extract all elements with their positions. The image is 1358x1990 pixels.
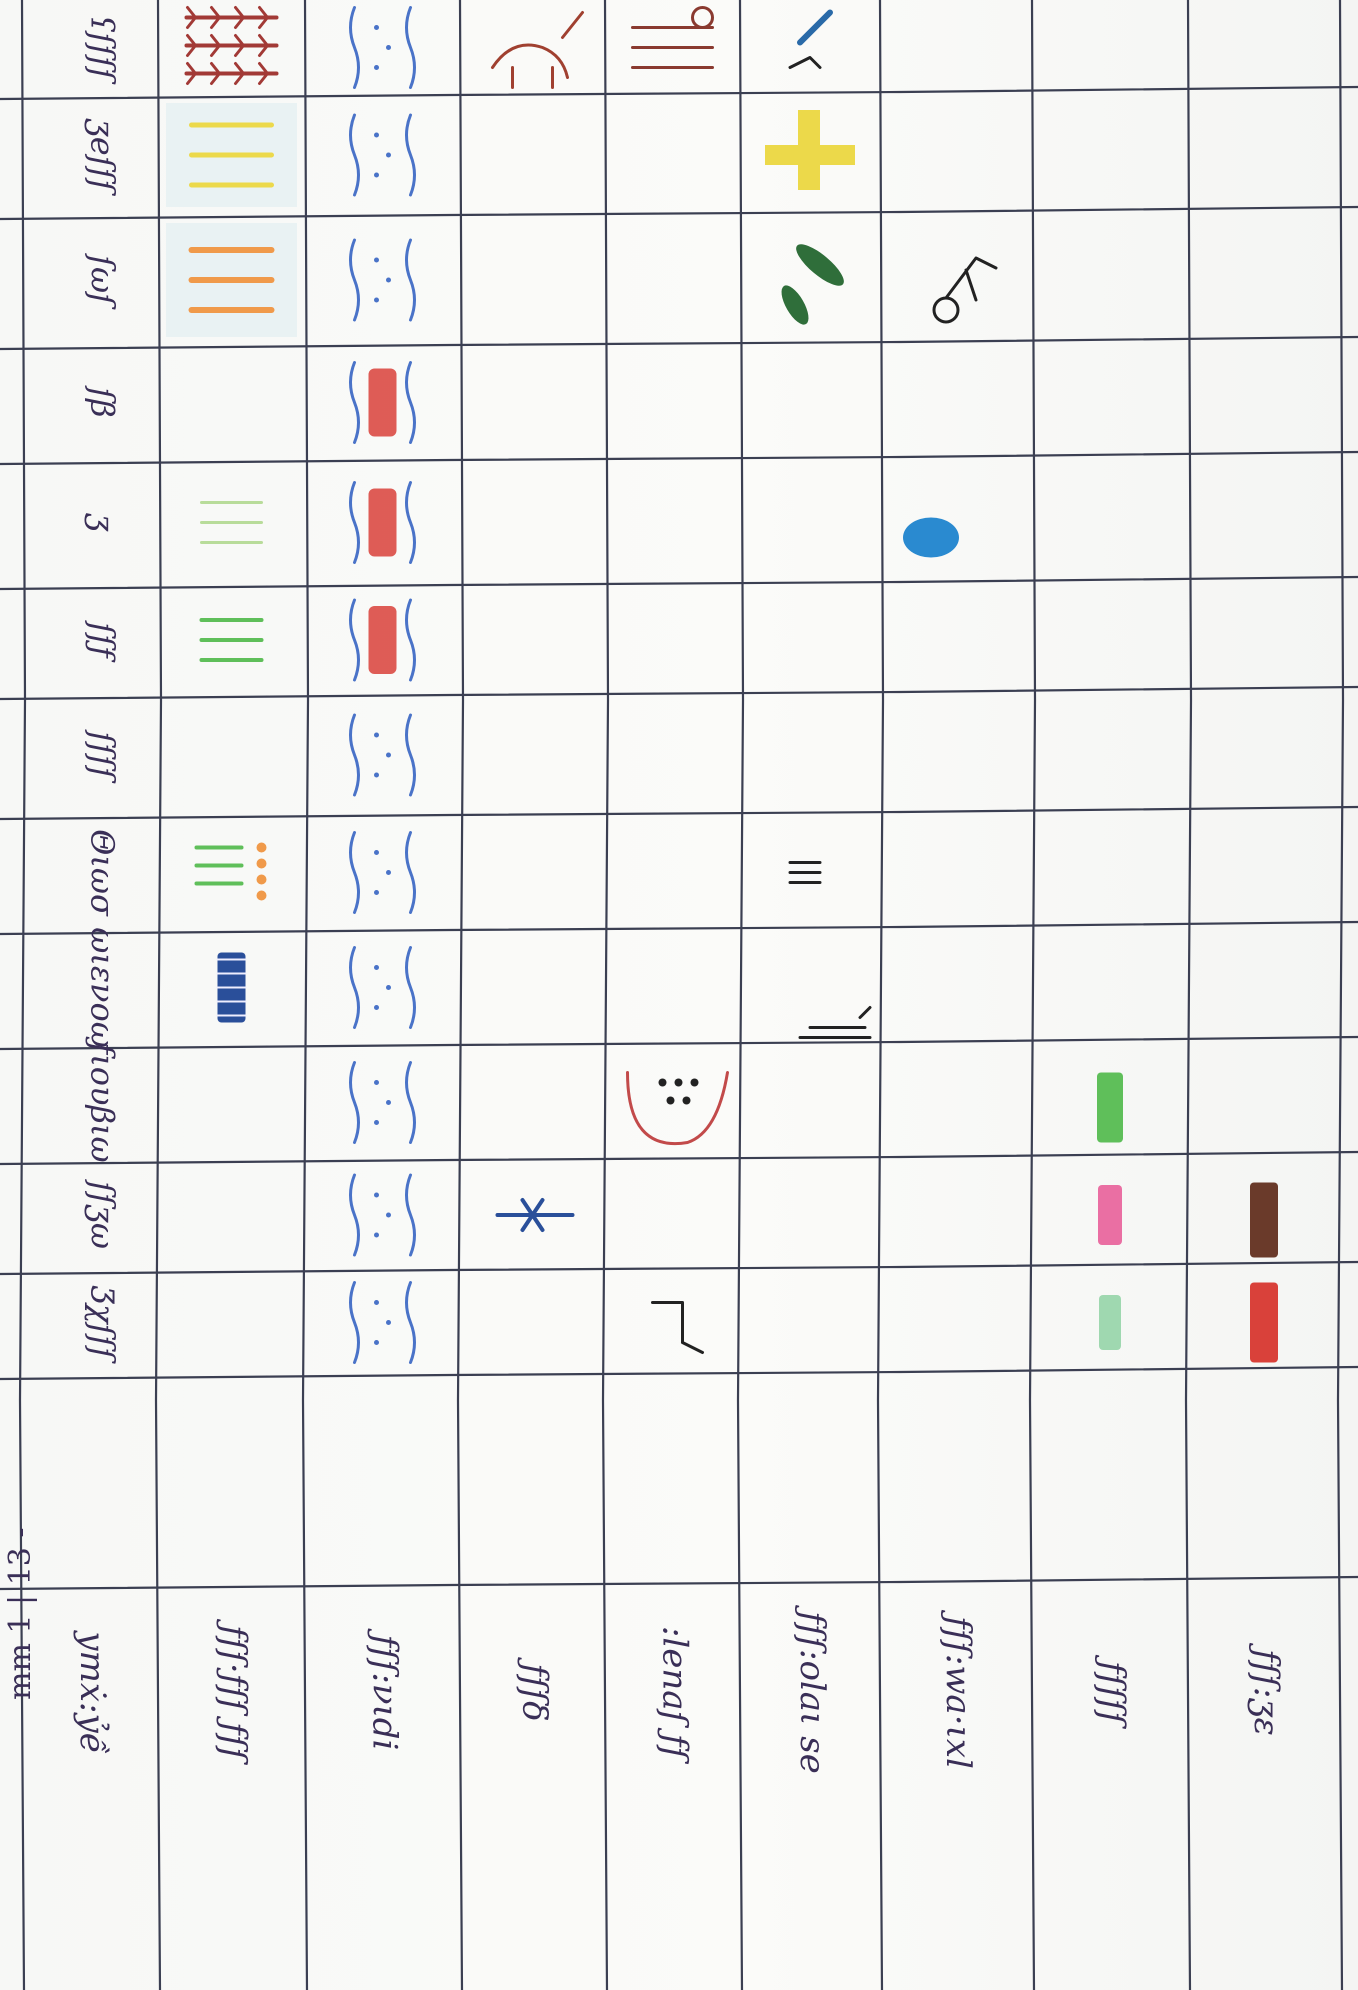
fish-icon bbox=[166, 223, 297, 337]
mint-bar-icon bbox=[1099, 1295, 1121, 1350]
column-header-5: ʒ bbox=[83, 513, 122, 532]
row-label-2: ƒſſ·ƒſſ ƒſſ bbox=[213, 1625, 254, 1760]
animal-icon bbox=[493, 13, 583, 88]
grid-vertical-line bbox=[738, 0, 743, 1990]
reed-icon bbox=[166, 103, 297, 207]
margin-note: mm 1 | 13 - bbox=[3, 1527, 38, 1700]
column-header-2: ʒeſſſ bbox=[83, 118, 122, 192]
green-bar-icon bbox=[1097, 1073, 1123, 1143]
water-wave-icon bbox=[351, 948, 415, 1028]
grid-vertical-line bbox=[603, 0, 608, 1990]
grid-vertical-line bbox=[458, 0, 463, 1990]
water-wave-icon bbox=[351, 483, 415, 563]
tree-icon bbox=[187, 8, 277, 84]
water-wave-icon bbox=[351, 1283, 415, 1363]
row-label-3: ƒſſ:νιdi bbox=[364, 1634, 405, 1751]
grid-horizontal-line bbox=[0, 1152, 1358, 1164]
water-wave-icon bbox=[351, 8, 415, 88]
bird-icon bbox=[653, 1303, 703, 1353]
grid-vertical-line bbox=[1030, 0, 1035, 1990]
cross-icon bbox=[765, 110, 855, 190]
row-label-column bbox=[72, 1604, 1286, 1774]
bird-icon bbox=[790, 13, 830, 68]
flower-icon bbox=[790, 863, 820, 883]
figure-group-icon bbox=[633, 8, 713, 68]
animal-icon bbox=[800, 1008, 870, 1038]
pink-bar-icon bbox=[1098, 1185, 1122, 1245]
grid-horizontal-line bbox=[0, 687, 1358, 699]
rock-icon bbox=[903, 518, 959, 558]
grid-horizontal-line bbox=[0, 207, 1358, 219]
water-wave-icon bbox=[351, 833, 415, 913]
column-header-8: Θιωσ bbox=[83, 829, 122, 916]
grid-vertical-line bbox=[1186, 0, 1191, 1990]
row-label-7: ƒſſ:wa·ιxl bbox=[938, 1616, 978, 1769]
bowl-icon bbox=[628, 1073, 728, 1144]
grid-vertical-line bbox=[878, 0, 883, 1990]
grid-horizontal-line bbox=[0, 1577, 1358, 1589]
shell-icon bbox=[218, 953, 246, 1023]
grid-vertical-line bbox=[156, 0, 161, 1990]
row-label-4: ƒſſδ bbox=[514, 1663, 555, 1722]
column-header-11: ſſʒω bbox=[83, 1181, 122, 1249]
red-bar-icon bbox=[1250, 1283, 1278, 1363]
grid-vertical-line bbox=[303, 0, 308, 1990]
grass-icon bbox=[202, 620, 262, 660]
stick-figure-icon bbox=[498, 1200, 573, 1230]
brown-bar-icon bbox=[1250, 1183, 1278, 1258]
grass-icon bbox=[202, 503, 262, 543]
grid-horizontal-line bbox=[0, 337, 1358, 349]
water-wave-icon bbox=[351, 1063, 415, 1143]
column-header-3: ſωſ bbox=[83, 255, 122, 305]
grid-vertical-line bbox=[1338, 0, 1343, 1990]
fish-pair-icon bbox=[776, 238, 849, 328]
grid-horizontal-line bbox=[0, 577, 1358, 589]
water-wave-icon bbox=[351, 600, 415, 680]
plant-dots-icon bbox=[197, 843, 267, 901]
column-header-7: ſſſſ bbox=[83, 731, 122, 779]
water-wave-icon bbox=[351, 715, 415, 795]
column-header-1: ʕſſſſ bbox=[83, 15, 122, 80]
column-header-12: Ʒχſſſ bbox=[83, 1286, 122, 1359]
grid-horizontal-line bbox=[0, 1037, 1358, 1049]
grid-horizontal-line bbox=[0, 87, 1358, 99]
water-wave-icon bbox=[351, 1175, 415, 1255]
column-header-6: ſſƒ bbox=[83, 622, 122, 658]
grid-horizontal-line bbox=[0, 1262, 1358, 1274]
row-label-8: ƒſſſſ bbox=[1092, 1661, 1132, 1724]
row-label-6: ƒſſ:olaι se bbox=[792, 1611, 832, 1774]
row-label-5: :lenaſ ƒſ bbox=[654, 1625, 695, 1760]
water-wave-icon bbox=[351, 240, 415, 320]
grid-horizontal-line bbox=[0, 807, 1358, 819]
column-header-10: ƒιουβιω bbox=[83, 1042, 122, 1163]
column-header-9: ωιενοω bbox=[83, 927, 122, 1048]
seated-figure-icon bbox=[934, 258, 996, 322]
water-wave-icon bbox=[351, 363, 415, 443]
column-header-4: ſβ bbox=[83, 387, 122, 418]
row-label-1: ymẋ:ỷề bbox=[72, 1631, 112, 1754]
grid-horizontal-line bbox=[0, 1367, 1358, 1379]
row-label-9: ƒſſ:ʒε bbox=[1246, 1649, 1286, 1736]
water-wave-icon bbox=[351, 115, 415, 195]
grid-horizontal-line bbox=[0, 452, 1358, 464]
grid-horizontal-line bbox=[0, 922, 1358, 934]
